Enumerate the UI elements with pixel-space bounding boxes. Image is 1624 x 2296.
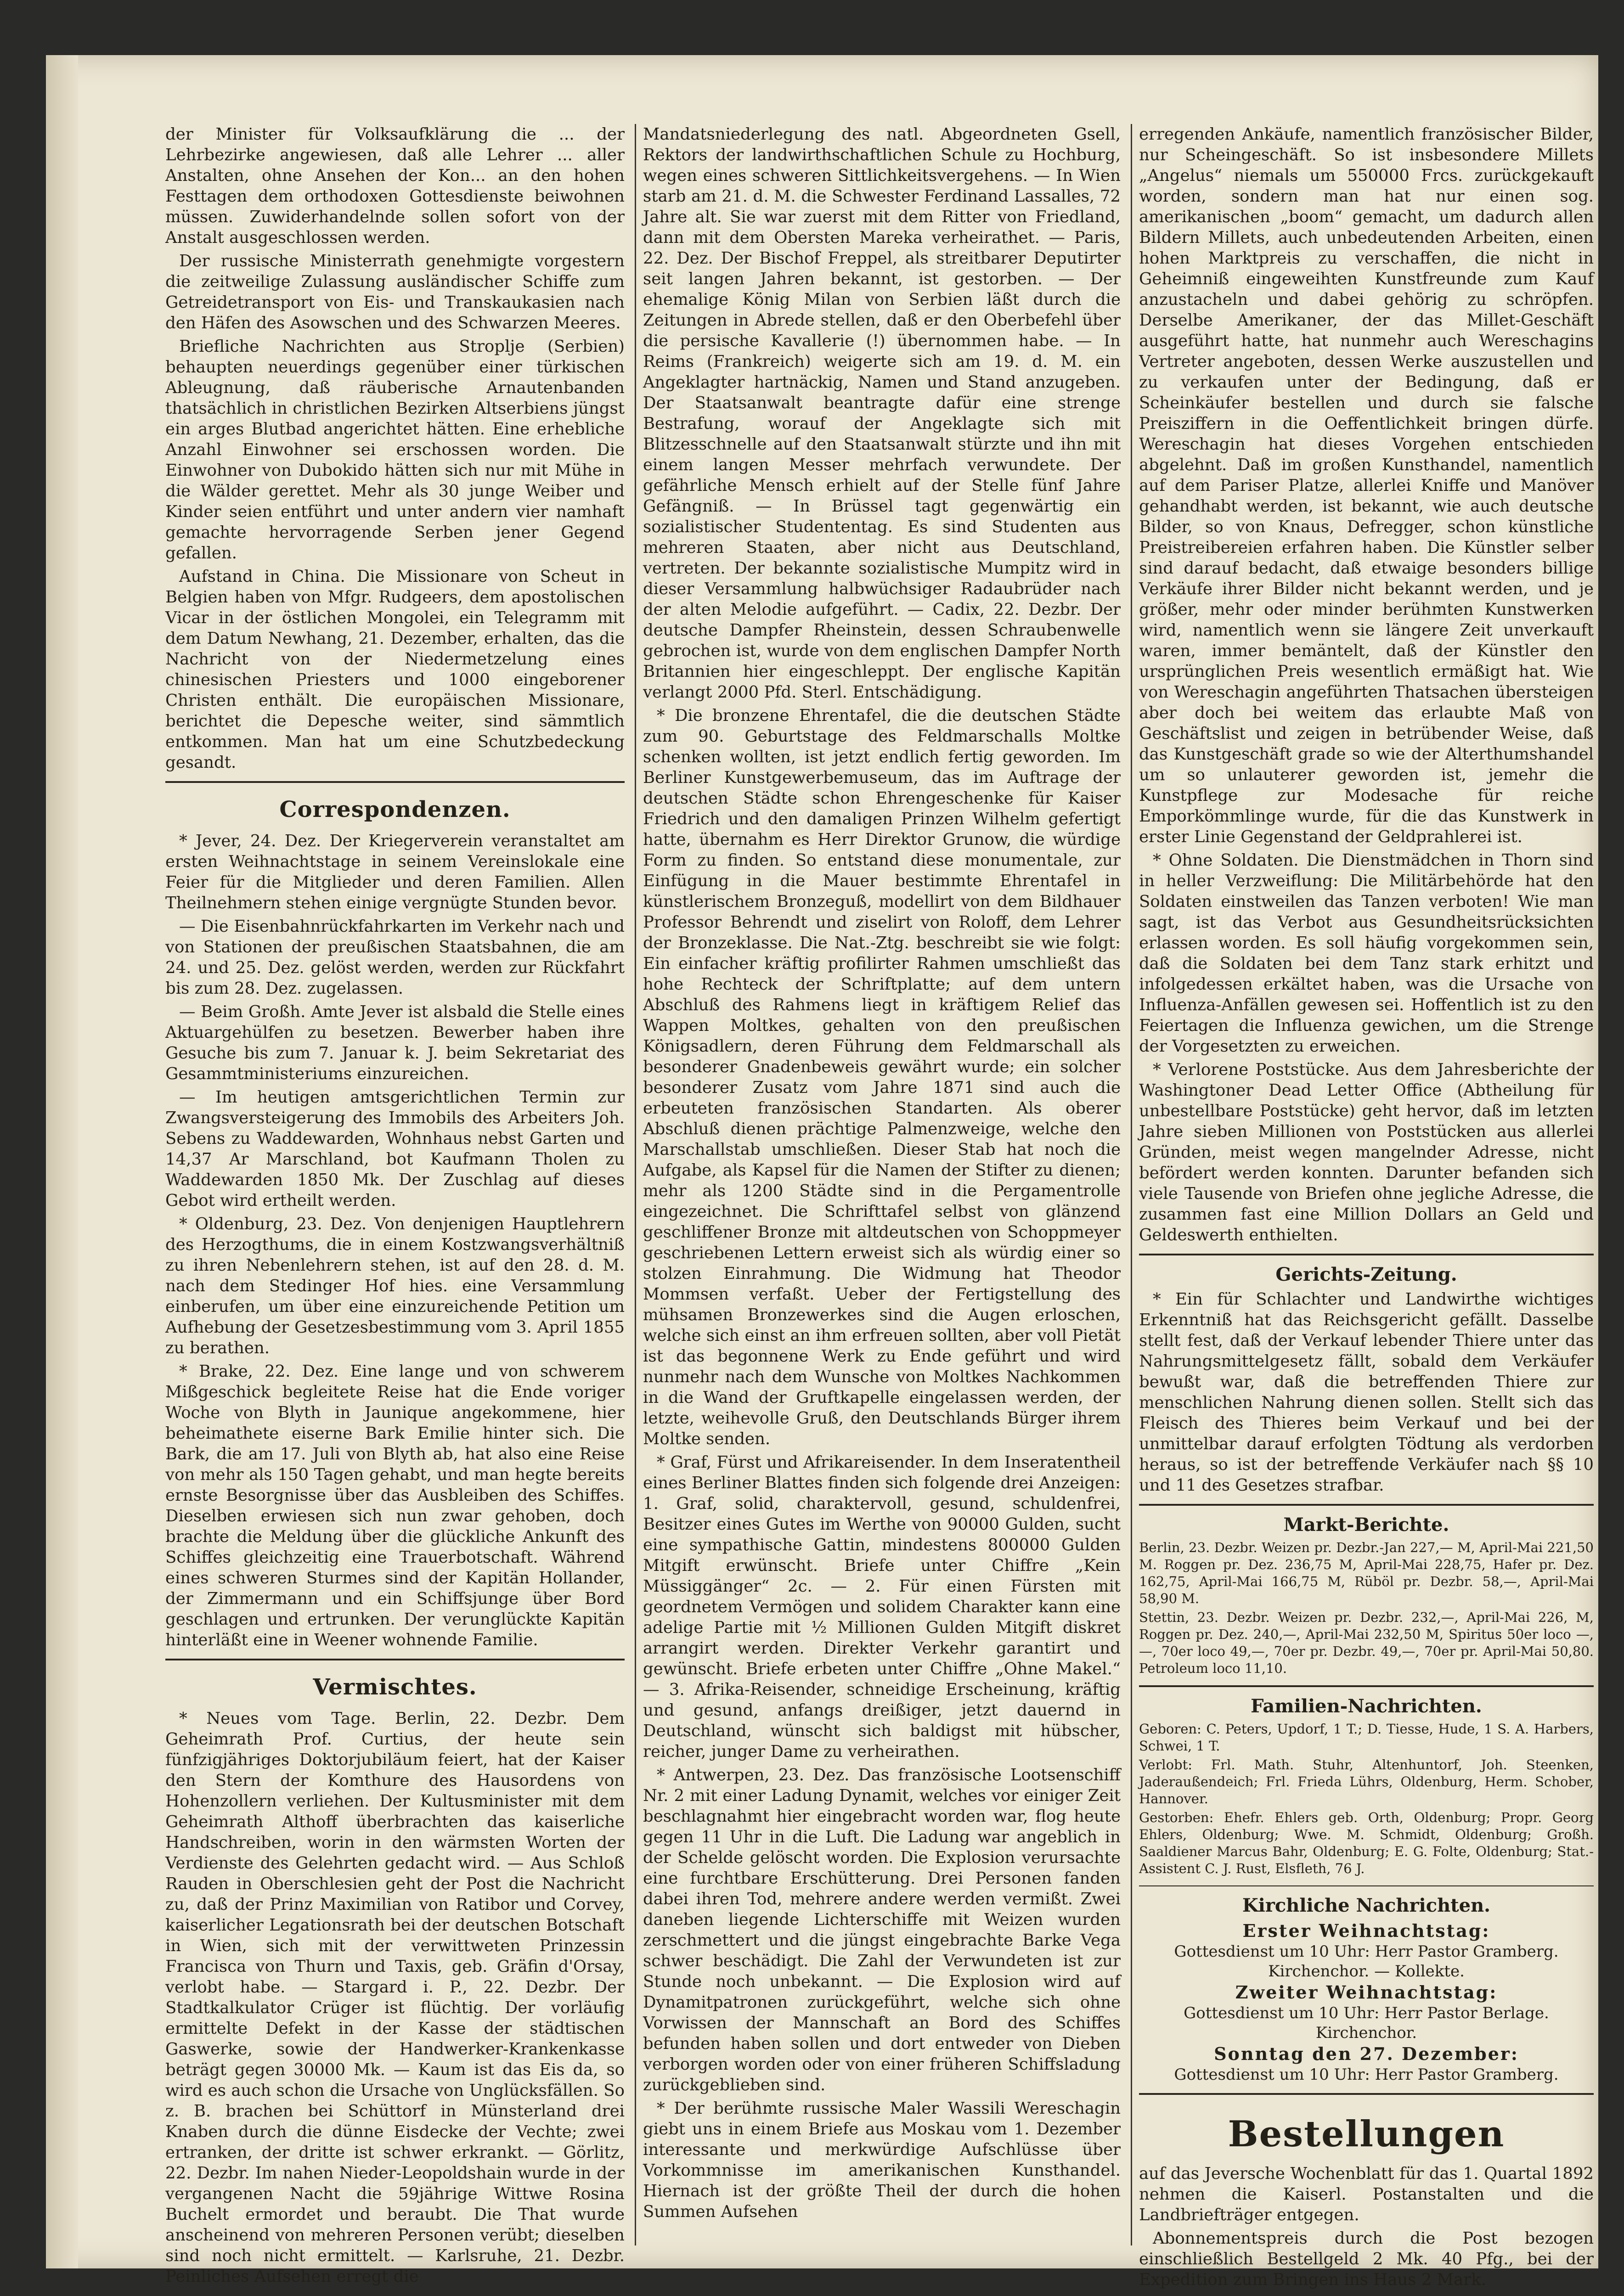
section-heading: Markt-Berichte. [1283,1514,1449,1536]
section-rule [1139,1685,1594,1687]
column-2 [643,124,1121,2236]
section-rule [165,781,625,783]
section-rule [1139,1885,1594,1886]
newspaper-page [46,55,1598,2289]
article: Briefliche Nachrichten aus Stroplje (Serbien) behaupten neuerdings gegenüber einer türkischen Ableugnung, daß räuberische Arnautenbanden thatsächlich in christlichen Bezirken Altserbiens jüngst ein arges Blutbad angerichtet hätten. Eine erhebliche Anzahl Einwohner sei erschossen worden. Die Einwohner von Dubokido hätten sich nur mit Mühe in die Wälder gerettet. Mehr als 30 junge Weiber und Kinder seien entführt und unter andern vier namhaft gemachte hervorragende Serben jener Gegend gefallen. [165,337,625,563]
article: * Der berühmte russische Maler Wassili Wereschagin giebt uns in einem Briefe aus Moskau vom 1. Dezember interessante und merkwürdige Aufschlüsse über Vorkommnisse im amerikanischen Kunsthandel. Hiernach ist der größte Theil der durch die hohen Summen Aufsehen [643,2099,1121,2221]
page-gutter [46,55,78,2268]
article: * Jever, 24. Dez. Der Kriegerverein veranstaltet am ersten Weihnachtstage in seinem Vereinslokale eine Feier für die Mitglieder und deren Familien. Allen Theilnehmern stehen einige vergnügte Stunden bevor. [165,832,625,912]
column-rule [1131,124,1132,2245]
section-heading: Gerichts-Zeitung. [1275,1264,1457,1285]
market-report: Berlin, 23. Dezbr. Weizen pr. Dezbr.-Jan 227,— M, April-Mai 221,50 M. Roggen pr. Dez. 236,75 M, April-Mai 228,75, Hafer pr. Dez. 162,75, April-Mai 166,75 M, Rüböl pr. Dezbr. 58,—, April-Mai 58,90 M. [1139,1540,1594,1606]
article: * Die bronzene Ehrentafel, die die deutschen Städte zum 90. Geburtstage des Feldmarschalls Moltke schenken wollten, ist jetzt endlich fertig geworden. Im Berliner Kunstgewerbemuseum, das im Auftrage der deutschen Städte schon Ehrengeschenke für Kaiser Friedrich und den damaligen Prinzen Wilhelm gefertigt hatte, übernahm es Herr Direktor Grunow, die würdige Form zu finden. So entstand diese monumentale, zur Einfügung in die Mauer bestimmte Ehrentafel in künstlerischem Bronzeguß, modellirt von dem Bildhauer Professor Behrendt und ziselirt von Roloff, dem Lehrer der Bronzeklasse. Die Nat.-Ztg. beschreibt sie wie folgt: Ein einfacher kräftig profilirter Rahmen umschließt das hohe Rechteck der Schriftplatte; auf dem untern Abschluß des Rahmens liegt in kräftigem Relief das Wappen Moltkes, gehalten von den preußischen Königsadlern, deren Führung dem Feldmarschall als besonderer Gnadenbeweis gewährt wurde; ein solcher besonderer Zusatz vom Jahre 1871 sind auch die erbeuteten französischen Standarten. Als oberer Abschluß dienen prächtige Palmenzweige, welche den Marschallstab umschließen. Dieser Stab hat noch die Aufgabe, als Kapsel für die Namen der Stifter zu dienen; mehr als 1200 Städte sind in die Pergamentrolle eingezeichnet. Die Schrifttafel selbst von glänzend geschliffener Bronze mit altdeutschen von Schoppmeyer geschriebenen Lettern erweist sich als würdig einer so stolzen Einrahmung. Die Widmung hat Theodor Mommsen verfaßt. Ueber der Fertigstellung des mühsamen Bronzewerkes sind die Augen erloschen, welche sich einst an ihm erfreuen sollten, aber voll Pietät ist das begonnene Werk zu Ende geführt und wird nunmehr nach dem Wunsche von Moltkes Nachkommen in die Wand der Gruftkapelle eingelassen werden, der letzte, weihevolle Gruß, den Deutschlands Bürger ihrem Moltke senden. [643,706,1121,1448]
section-heading: Correspondenzen. [279,797,511,822]
article: Aufstand in China. Die Missionare von Scheut in Belgien haben von Mfgr. Rudgeers, dem apostolischen Vicar in der östlichen Mongolei, ein Telegramm mit dem Datum Newhang, 21. Dezember, erhalten, das die Nachricht von der Niedermetzelung eines chinesischen Priesters und 1000 eingeborener Christen enthält. Die europäischen Missionare, berichtet die Depesche weiter, sind sämmtlich entkommen. Man hat um eine Schutzbedeckung gesandt. [165,567,625,772]
church-day: Sonntag den 27. Dezember: [1214,2043,1519,2064]
article: * Ohne Soldaten. Die Dienstmädchen in Thorn sind in heller Verzweiflung: Die Militärbehörde hat den Soldaten einstweilen das Tanzen verboten! Wie man sagt, ist das Verbot aus Gesundheitsrücksichten erlassen worden. Es soll häufig vorgekommen sein, daß die Soldaten bei dem Tanz stark erhitzt und infolgedessen erkältet haben, was die Ursache von Influenza-Anfällen gewesen sei. Hoffentlich ist zu den Feiertagen die Influenza gewichen, um die Strenge der Vorgesetzten zu erweichen. [1139,851,1594,1056]
section-heading: Vermischtes. [313,1674,477,1700]
advert-text: auf das Jeversche Wochenblatt für das 1. Quartal 1892 nehmen die Kaiserl. Postanstalten und die Landbriefträger entgegen. [1139,2164,1594,2224]
article: der Minister für Volksaufklärung die ... der Lehrbezirke angewiesen, daß alle Lehrer ... aller Anstalten, ohne Ansehen der Kon... an den hohen Festtagen dem orthodoxen Gottesdienste beiwohnen müssen. Zuwiderhandelnde sollen sofort von der Anstalt ausgeschlossen werden. [165,125,625,247]
article: Der russische Ministerrath genehmigte vorgestern die zeitweilige Zulassung ausländischer Schiffe zum Getreidetransport von Eis- und Transkaukasien nach den Häfen des Asowschen und des Schwarzen Meeres. [165,252,625,332]
section-rule [1139,2093,1594,2095]
section-rule [1139,1254,1594,1255]
market-report: Stettin, 23. Dezbr. Weizen pr. Dezbr. 232,—, April-Mai 226, M, Roggen pr. Dez. 240,—, April-Mai 232,50 M, Spiritus 50er loco —,—, 70er loco 49,—, 70er pr. Dezbr. 49,—, 70er pr. April-Mai 50,80. Petroleum loco 11,10. [1139,1609,1594,1676]
church-service: Kirchenchor. — Kollekte. [1268,1962,1465,1981]
article: Mandatsniederlegung des natl. Abgeordneten Gsell, Rektors der landwirthschaftlichen Schule zu Hochburg, wegen eines schweren Sittlichkeitsvergehens. — In Wien starb am 21. d. M. die Schwester Ferdinand Lassalles, 72 Jahre alt. Sie war zuerst mit dem Ritter von Friedland, dann mit dem Obersten Mareka verheirathet. — Paris, 22. Dez. Der Bischof Freppel, als streitbarer Deputirter seit langen Jahren bekannt, ist gestorben. — Der ehemalige König Milan von Serbien läßt durch die Zeitungen in Abrede stellen, daß er den Oberbefehl über die persische Kavallerie (!) übernommen habe. — In Reims (Frankreich) weigerte sich am 19. d. M. ein Angeklagter hartnäckig, Namen und Stand anzugeben. Der Staatsanwalt beantragte dafür eine strenge Bestrafung, worauf der Angeklagte sich mit Blitzesschnelle auf den Staatsanwalt stürzte und ihn mit einem langen Messer mehrfach verwundete. Der gefährliche Mensch erhielt auf der Stelle fünf Jahre Gefängniß. — In Brüssel tagt gegenwärtig ein sozialistischer Studententag. Es sind Studenten aus mehreren Staaten, aber nicht aus Deutschland, vertreten. Der bekannte sozialistische Mumpitz wird in dieser Versammlung halbwüchsiger Radaubrüder nach der alten Melodie aufgeführt. — Cadix, 22. Dezbr. Der deutsche Dampfer Rheinstein, dessen Schraubenwelle gebrochen ist, wurde von dem englischen Dampfer North Britannien hier eingeschleppt. Der englische Kapitän verlangt 2000 Pfd. Sterl. Entschädigung. [643,125,1121,702]
family-notice: Gestorben: Ehefr. Ehlers geb. Orth, Oldenburg; Propr. Georg Ehlers, Oldenburg; Wwe. M. Schmidt, Oldenburg; Großh. Saaldiener Marcus Bahr, Oldenburg; E. G. Folte, Oldenburg; Stat.-Assistent C. J. Rust, Elsfleth, 76 J. [1139,1810,1594,1876]
section-heading: Kirchliche Nachrichten. [1242,1895,1491,1916]
family-notice: Verlobt: Frl. Math. Stuhr, Altenhuntorf, Joh. Steenken, Jaderaußendeich; Frl. Frieda Lührs, Oldenburg, Herm. Schober, Hannover. [1139,1757,1594,1806]
column-rule [635,124,636,2245]
article: erregenden Ankäufe, namentlich französischer Bilder, nur Scheingeschäft. So ist insbesondere Millets „Angelus“ niemals um 550000 Frcs. zurückgekauft worden, sondern man hat nur einen sog. amerikanischen „boom“ gemacht, um dadurch allen Bildern Millets, auch unbedeutenden Arbeiten, einen hohen Marktpreis zu verschaffen, die nicht in Geheimniß eingeweihten Kunstfreunde zum Kauf anzustacheln und dabei gehörig zu schröpfen. Derselbe Amerikaner, der das Millet-Geschäft ausgeführt hatte, hat nunmehr auch Wereschagins Vertreter angeboten, dessen Werke auszustellen und zu verkaufen unter der Bedingung, daß er Scheinkäufer bestellen und durch sie falsche Preisziffern in die Oeffentlichkeit bringen dürfe. Wereschagin hat dieses Vorgehen entschieden abgelehnt. Daß im großen Kunsthandel, namentlich auf dem Pariser Platze, allerlei Kniffe und Manöver gehandhabt werden, ist bekannt, wie auch deutsche Bilder, so von Knaus, Defregger, schon künstliche Preistreibereien erfahren haben. Die Künstler selber sind darauf bedacht, daß etwaige besonders billige Verkäufe ihrer Bilder nicht bekannt werden, und je größer, mehr oder minder berühmten Kunstwerken wird, namentlich wenn sie längere Zeit unverkauft waren, immer bemäntelt, daß der Künstler den ursprünglichen Preis wesentlich ermäßigt hat. Wie von Wereschagin angeführten Thatsachen übersteigen aber doch bei weitem das erlaubte Maß von Geschäftslist und zeigen in betrübender Weise, daß das Kunstgeschäft grade so wie der Alterthumshandel um so unlauterer geworden ist, jemehr die Kunstpflege zur Modesache für reiche Emporkömmlinge wurde, für die das Kunstwerk in erster Linie Gegenstand der Geldprahlerei ist. [1139,125,1594,846]
advert-heading: Bestellungen [1228,2113,1505,2155]
article: * Neues vom Tage. Berlin, 22. Dezbr. Dem Geheimrath Prof. Curtius, der heute sein fünfzigjähriges Doktorjubiläum feiert, hat der Kaiser den Stern der Komthure des Hausordens von Hohenzollern verliehen. Der Kultusminister mit dem Geheimrath Althoff überbrachten das kaiserliche Handschreiben, worin in den wärmsten Worten der Verdienste des Gelehrten gedacht wird. — Aus Schloß Rauden in Oberschlesien geht der Post die Nachricht zu, daß der Prinz Maximilian von Ratibor und Corvey, kaiserlicher Legationsrath bei der deutschen Botschaft in Wien, sich mit der verwittweten Prinzessin Francisca von Thurn und Taxis, geb. Gräfin d'Orsay, verlobt habe. — Stargard i. P., 22. Dezbr. Der Stadtkalkulator Crüger ist flüchtig. Der vorläufig ermittelte Defekt in der Kasse der städtischen Gaswerke, sowie der Handwerker-Krankenkasse beträgt gegen 30000 Mk. — Kaum ist das Eis da, so wird es auch schon die Ursache von Unglücksfällen. So z. B. brachen bei Schüttorf in Münsterland drei Knaben durch die dünne Eisdecke der Vechte; zwei ertranken, der dritte ist schwer erkrankt. — Görlitz, 22. Dezbr. Im nahen Nieder-Leopoldshain wurde in der vergangenen Nacht die 59jährige Wittwe Rosina Buchelt ermordet und beraubt. Die That wurde anscheinend von mehreren Personen verübt; dieselben sind noch nicht ermittelt. — Karlsruhe, 21. Dezbr. Peinliches Aufsehen erregt die [165,1709,625,2286]
article: * Antwerpen, 23. Dez. Das französische Lootsenschiff Nr. 2 mit einer Ladung Dynamit, welches vor einiger Zeit beschlagnahmt hier eingebracht worden war, flog heute gegen 11 Uhr in die Luft. Die Ladung war angeblich in der Schelde gelöscht worden. Die Explosion verursachte eine furchtbare Erschütterung. Drei Personen fanden dabei ihren Tod, mehrere andere werden vermißt. Zwei daneben liegende Lichterschiffe mit Weizen wurden zerschmettert und die jüngst eingebrachte Barke Vega schwer beschädigt. Die Zahl der Verwundeten ist zur Stunde noch unbekannt. — Die Explosion wird auf Dynamitpatronen zurückgeführt, welche sich ohne Vorwissen der Mannschaft an Bord des Schiffes befunden haben sollen und dort entweder von Dieben verborgen worden oder von einer früheren Schiffsladung zurückgeblieben sind. [643,1766,1121,2094]
article: — Im heutigen amtsgerichtlichen Termin zur Zwangsversteigerung des Immobils des Arbeiters Joh. Sebens zu Waddewarden, Wohnhaus nebst Garten und 14,37 Ar Marschland, bot Kaufmann Tholen zu Waddewarden 1850 Mk. Der Zuschlag auf dieses Gebot wird ertheilt werden. [165,1088,625,1210]
section-heading: Familien-Nachrichten. [1251,1695,1482,1717]
church-day: Zweiter Weihnachtstag: [1235,1982,1498,2003]
advert-text: Abonnementspreis durch die Post bezogen einschließlich Bestellgeld 2 Mk. 40 Pfg., bei der Expedition zum Bringen ins Haus 2 Mark. [1139,2229,1594,2289]
article: * Verlorene Poststücke. Aus dem Jahresberichte der Washingtoner Dead Letter Office (Abtheilung für unbestellbare Poststücke) geht hervor, daß im letzten Jahre sieben Millionen von Poststücken aus allerlei Gründen, meist wegen mangelnder Adresse, nicht befördert werden konnten. Darunter befanden sich viele Tausende von Briefen ohne jegliche Adresse, die zusammen fast eine Million Dollars an Geld und Geldeswerth enthielten. [1139,1060,1594,1244]
section-rule [1139,1504,1594,1506]
article: * Ein für Schlachter und Landwirthe wichtiges Erkenntniß hat das Reichsgericht gefällt. Dasselbe stellt fest, daß der Verkauf lebender Thiere unter das Nahrungsmittelgesetz fällt, sobald dem Verkäufer bewußt war, daß die betreffenden Thiere zur menschlichen Nahrung dienen sollen. Stellt sich das Fleisch des Thieres beim Verkauf und bei der unmittelbar darauf erfolgten Tödtung als verdorben heraus, so ist der betreffende Verkäufer nach §§ 10 und 11 des Gesetzes strafbar. [1139,1290,1594,1495]
article: * Graf, Fürst und Afrikareisender. In dem Inseratentheil eines Berliner Blattes finden sich folgende drei Anzeigen: 1. Graf, solid, charaktervoll, gesund, schuldenfrei, Besitzer eines Gutes im Werthe von 90000 Gulden, sucht eine sympathische Gattin, mindestens 800000 Gulden Mitgift erwünscht. Briefe unter Chiffre „Kein Müssiggänger“ 2c. — 2. Für einen Fürsten mit geordnetem Vermögen und solidem Charakter kann eine adelige Partie mit ½ Millionen Gulden Mitgift diskret arrangirt werden. Direkter Verkehr garantirt und gewünscht. Briefe erbeten unter Chiffre „Ohne Makel.“ — 3. Afrika-Reisender, schneidige Erscheinung, kräftig und gesund, anfangs dreißiger, jetzt dauernd in Deutschland, wünscht sich baldigst mit hübscher, reicher, junger Dame zu verheirathen. [643,1453,1121,1761]
church-service: Gottesdienst um 10 Uhr: Herr Pastor Gramberg. [1174,1942,1559,1961]
family-notice: Geboren: C. Peters, Updorf, 1 T.; D. Tiesse, Hude, 1 S. A. Harbers, Schwei, 1 T. [1139,1721,1594,1754]
column-1 [165,124,625,2286]
article: * Brake, 22. Dez. Eine lange und von schwerem Mißgeschick begleitete Reise hat die Ende voriger Woche von Blyth in Jaunique angekommene, hier beheimathete eiserne Bark Emilie hinter sich. Die Bark, die am 17. Juli von Blyth ab, hat also eine Reise von mehr als 150 Tagen gehabt, und man hegte bereits ernste Besorgnisse über das Ausbleiben des Schiffes. Dieselben erwiesen sich nun zwar gehoben, doch brachte die Meldung über die glückliche Ankunft des Schiffes gleichzeitig eine Trauerbotschaft. Während eines schweren Sturmes sind der Kapitän Hollander, der Zimmermann und ein Schiffsjunge über Bord geschlagen und ertrunken. Der verunglückte Kapitän hinterläßt eine in Weener wohnende Familie. [165,1362,625,1649]
church-day: Erster Weihnachtstag: [1242,1920,1490,1941]
article: — Die Eisenbahnrückfahrkarten im Verkehr nach und von Stationen der preußischen Staatsbahnen, die am 24. und 25. Dez. gelöst werden, werden zur Rückfahrt bis zum 28. Dez. zugelassen. [165,917,625,998]
church-service: Gottesdienst um 10 Uhr: Herr Pastor Berlage. [1184,2004,1549,2022]
column-3 [1139,124,1594,2289]
section-rule [165,1659,625,1660]
article: * Oldenburg, 23. Dez. Von denjenigen Hauptlehrern des Herzogthums, die in einem Kostzwangsverhältniß zu ihren Nebenlehrern stehen, ist auf den 28. d. M. nach dem Stedinger Hof hies. eine Versammlung einberufen, um über eine einzureichende Petition um Aufhebung der Gesetzesbestimmung vom 3. April 1855 zu berathen. [165,1215,625,1357]
church-service: Gottesdienst um 10 Uhr: Herr Pastor Gramberg. [1174,2065,1559,2084]
article: — Beim Großh. Amte Jever ist alsbald die Stelle eines Aktuargehülfen zu besetzen. Bewerber haben ihre Gesuche bis zum 7. Januar k. J. beim Sekretariat des Gesammtministeriums einzureichen. [165,1002,625,1083]
church-service: Kirchenchor. [1315,2024,1417,2042]
